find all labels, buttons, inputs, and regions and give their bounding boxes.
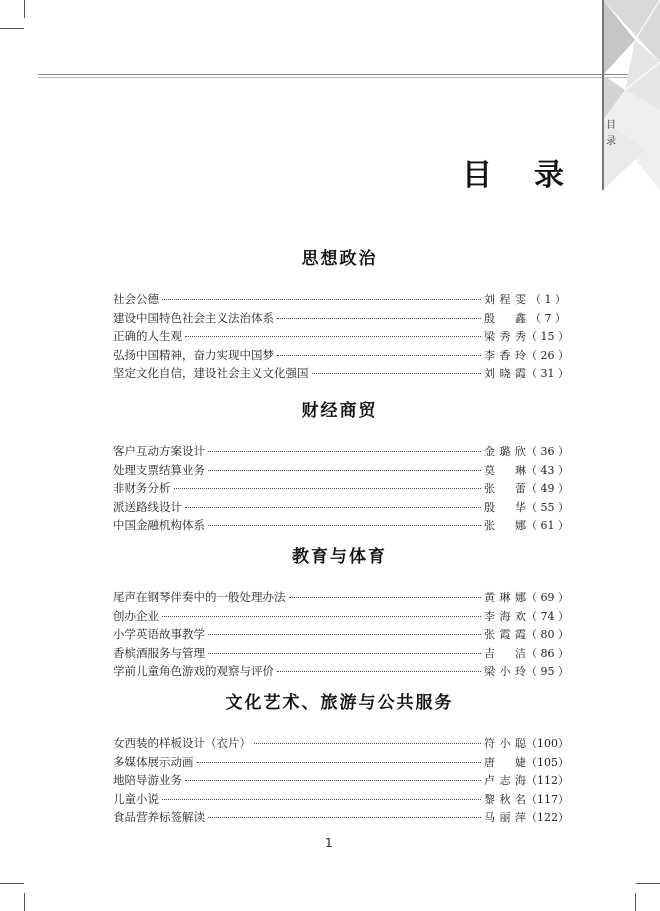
section-title: 财经商贸 [301, 401, 378, 421]
entry-title: 正确的人生观 [113, 329, 182, 343]
dot-leader [174, 488, 482, 489]
toc-entry[interactable] [113, 517, 569, 536]
entry-title: 多媒体展示动画 [113, 754, 194, 769]
entry-title: 食品营养标签解读 [113, 810, 205, 824]
dot-leader [208, 653, 481, 654]
entry-page: （ 61 ） [526, 519, 569, 532]
toc-entry[interactable] [113, 328, 569, 347]
toc-entry[interactable] [113, 645, 569, 664]
entry-page: （105） [526, 755, 569, 769]
dot-leader [312, 373, 482, 374]
toc-entry[interactable] [113, 347, 569, 366]
toc-entry[interactable] [113, 499, 569, 518]
entry-author: 莫 琳 [484, 463, 526, 477]
entry-title: 中国金融机构体系 [113, 518, 205, 532]
dot-leader [254, 743, 481, 744]
toc-entry[interactable] [113, 480, 569, 499]
entry-title: 儿童小说 [113, 791, 159, 806]
entry-page: （ 74 ） [526, 609, 569, 623]
page-title: 目录 [462, 158, 606, 193]
crop-mark [0, 28, 24, 29]
toc-entry[interactable] [113, 310, 566, 329]
entry-author: 黄琳娜 [484, 591, 526, 604]
dot-leader [208, 634, 481, 635]
entry-title: 女西装的样板设计（衣片） [113, 736, 251, 750]
toc-entry[interactable] [113, 735, 569, 754]
entry-title: 尾声在钢琴伴奏中的一般处理办法 [113, 590, 286, 604]
entry-author: 张霞霞 [484, 628, 526, 641]
dot-leader [197, 762, 482, 763]
entry-author: 吉 洁 [484, 646, 526, 660]
entry-title: 社会公德 [113, 292, 159, 306]
entry-page: （ 86 ） [526, 646, 569, 660]
toc-entry[interactable] [113, 589, 569, 608]
toc-entry[interactable] [113, 443, 569, 462]
entry-page: （ 26 ） [526, 348, 569, 362]
toc-entry[interactable] [113, 754, 569, 773]
entry-title: 创办企业 [113, 608, 159, 623]
section-title: 教育与体育 [292, 547, 387, 567]
toc-entry[interactable] [113, 772, 569, 791]
entry-author: 李海欢 [484, 609, 526, 623]
entry-page: （117） [526, 792, 569, 806]
entry-page: （ 15 ） [526, 330, 569, 343]
crop-mark [24, 893, 25, 911]
crop-mark [636, 883, 660, 884]
entry-author: 殷 鑫 [484, 311, 526, 325]
toc-entry[interactable] [113, 626, 569, 645]
toc-section [113, 688, 569, 828]
toc-entry[interactable] [113, 791, 569, 810]
entry-author: 李香玲 [484, 348, 526, 362]
dot-leader [208, 470, 481, 471]
dot-leader [162, 799, 481, 800]
entry-page: （ 7 ） [530, 311, 566, 325]
entry-author: 符小聪 [484, 737, 526, 750]
toc-entry[interactable] [113, 663, 569, 682]
toc-entry[interactable] [113, 809, 569, 828]
entry-author: 卢志海 [484, 774, 526, 787]
entry-title: 派送路线设计 [113, 499, 182, 514]
side-label-char: 目 [606, 120, 616, 131]
entry-page: （ 31 ） [526, 367, 569, 380]
entry-title: 香槟酒服务与管理 [113, 645, 205, 660]
entry-page: （ 55 ） [526, 500, 569, 514]
entry-page: （122） [526, 811, 569, 824]
entry-author: 梁秀秀 [484, 330, 526, 343]
entry-author: 金璐欣 [484, 445, 526, 458]
dot-leader [185, 507, 481, 508]
crop-mark [24, 0, 25, 18]
header-rule-secondary [38, 77, 628, 78]
header-rule [38, 74, 628, 75]
entry-page: （ 49 ） [526, 482, 569, 495]
entry-title: 地陪导游业务 [113, 773, 182, 787]
entry-author: 马丽萍 [484, 811, 526, 824]
entry-title: 弘扬中国精神，奋力实现中国梦 [113, 347, 274, 362]
dot-leader [277, 671, 481, 672]
dot-leader [208, 451, 481, 452]
entry-title: 小学英语故事教学 [113, 627, 205, 641]
dot-leader [208, 525, 481, 526]
entry-page: （ 95 ） [526, 665, 569, 678]
dot-leader [277, 318, 481, 319]
entry-title: 坚定文化自信，建设社会主义文化强国 [113, 366, 309, 380]
entry-title: 客户互动方案设计 [113, 444, 205, 458]
page-number: 1 [325, 836, 333, 850]
entry-page: （ 69 ） [526, 591, 569, 604]
entry-page: （ 1 ） [530, 293, 566, 306]
entry-author: 刘程雯 [484, 293, 526, 306]
dot-leader [289, 597, 482, 598]
toc-section [113, 244, 569, 384]
toc-entry[interactable] [113, 608, 569, 627]
dot-leader [162, 299, 481, 300]
entry-author: 唐 婕 [484, 755, 526, 769]
dot-leader [208, 817, 481, 818]
entry-author: 梁小玲 [484, 665, 526, 678]
dot-leader [185, 780, 481, 781]
entry-page: （ 43 ） [526, 463, 569, 477]
entry-title: 非财务分析 [113, 481, 171, 495]
entry-title: 建设中国特色社会主义法治体系 [113, 310, 274, 325]
toc-section [113, 542, 569, 682]
entry-author: 刘晓霞 [484, 367, 526, 380]
crop-mark [0, 883, 24, 884]
section-title: 思想政治 [301, 249, 378, 269]
crop-mark [635, 893, 636, 911]
section-title: 文化艺术、旅游与公共服务 [225, 693, 454, 713]
side-label [604, 118, 618, 150]
dot-leader [185, 336, 481, 337]
entry-author: 殷 华 [484, 500, 526, 514]
entry-title: 学前儿童角色游戏的观察与评价 [113, 664, 274, 678]
dot-leader [162, 616, 481, 617]
toc-entry[interactable] [113, 462, 569, 481]
entry-author: 张 娜 [484, 519, 526, 532]
entry-page: （100） [526, 737, 569, 750]
dot-leader [277, 355, 481, 356]
entry-page: （ 80 ） [526, 628, 569, 641]
entry-title: 处理支票结算业务 [113, 462, 205, 477]
entry-author: 黎秋名 [484, 792, 526, 806]
toc-section [113, 396, 569, 536]
toc-entry[interactable] [113, 291, 566, 310]
side-label-char: 录 [606, 136, 616, 147]
entry-page: （ 36 ） [526, 445, 569, 458]
entry-page: （112） [526, 774, 569, 787]
toc-entry[interactable] [113, 365, 569, 384]
entry-author: 张 蕾 [484, 482, 526, 495]
